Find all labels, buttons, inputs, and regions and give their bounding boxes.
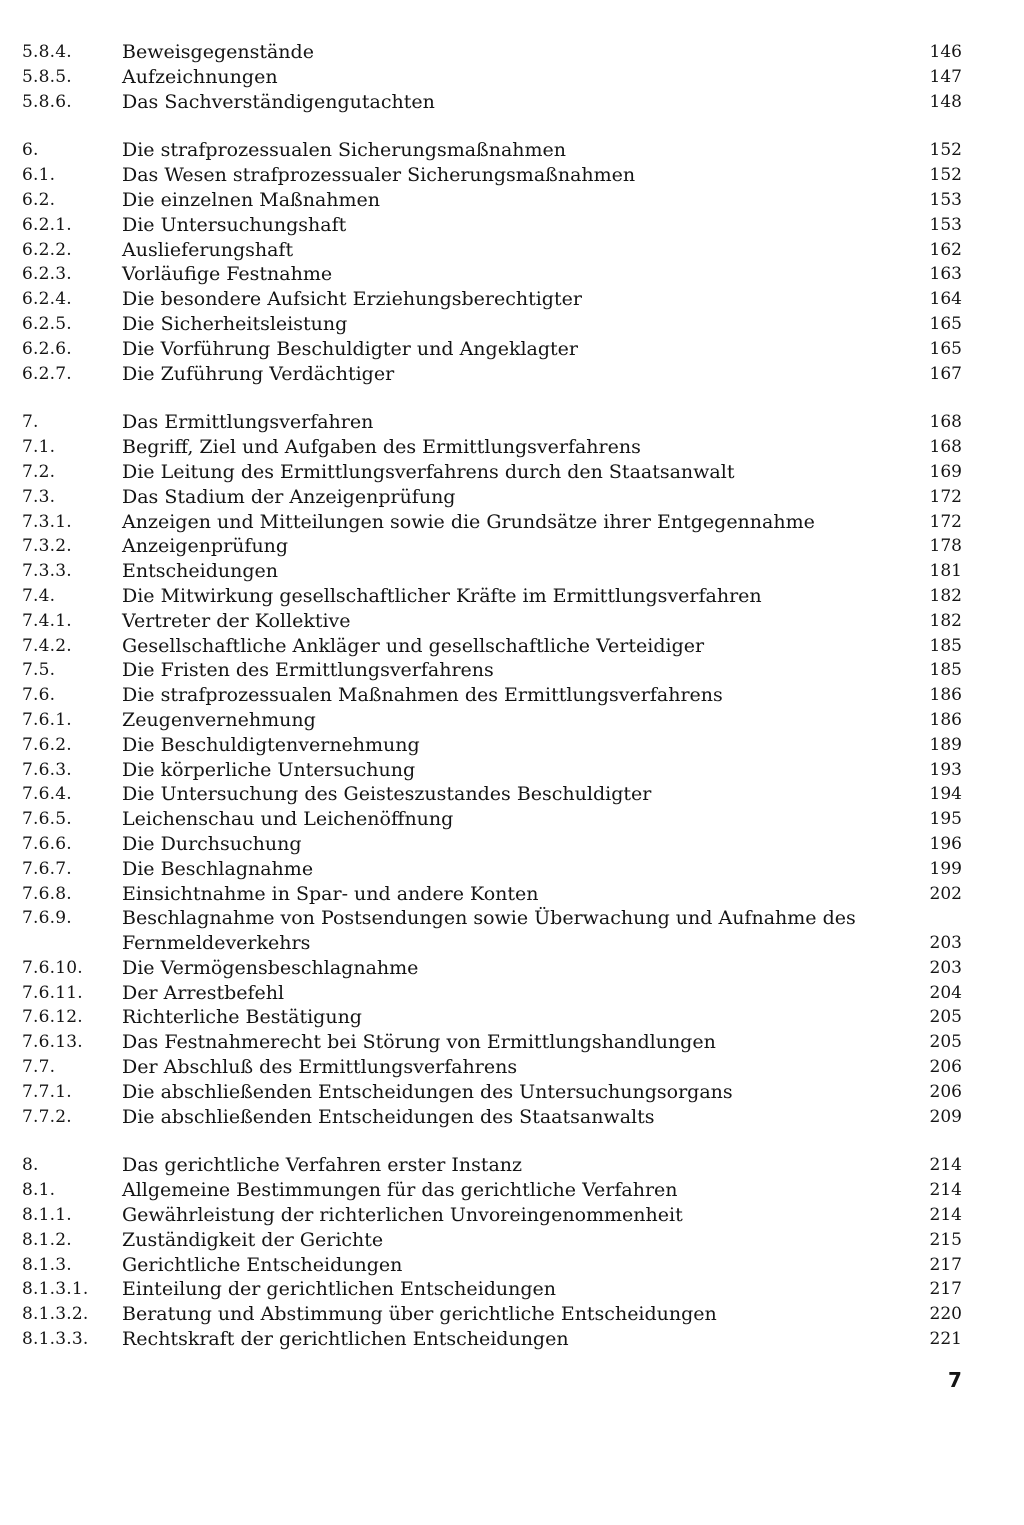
- toc-entry-title: [122, 1080, 904, 1105]
- toc-entry-number: 5.8.6.: [22, 91, 72, 112]
- toc-entry: [22, 956, 962, 981]
- toc-entry-page: 185: [929, 660, 962, 681]
- toc-section-5: [22, 40, 962, 114]
- toc-entry: [22, 807, 962, 832]
- toc-entry-title: [122, 832, 904, 857]
- toc-entry: [22, 534, 962, 559]
- toc-entry-page: 167: [929, 363, 962, 384]
- toc-entry-page: 172: [929, 511, 962, 532]
- toc-entry-page: 147: [929, 66, 962, 87]
- toc-entry-number: 8.1.3.: [22, 1254, 72, 1275]
- toc-entry: [22, 188, 962, 213]
- toc-entry-page: 214: [929, 1180, 962, 1201]
- toc-entry: [22, 559, 962, 584]
- toc-entry-number: 7.6.6.: [22, 833, 72, 854]
- toc-entry-title: [122, 188, 904, 213]
- toc-section-6: [22, 138, 962, 386]
- toc-entry-page: 186: [929, 685, 962, 706]
- toc-entry-title: [122, 1005, 904, 1030]
- toc-entry-page: 214: [929, 1155, 962, 1176]
- toc-entry-number: 7.6.10.: [22, 957, 83, 978]
- toc-entry-title: [122, 882, 904, 907]
- toc-entry: [22, 1153, 962, 1178]
- toc-entry-page: 193: [929, 759, 962, 780]
- toc-entry-page: 196: [929, 833, 962, 854]
- toc-entry: [22, 906, 962, 956]
- toc-entry-title-line: Aufzeichnungen: [122, 65, 278, 88]
- toc-entry-title-line: Die Vermögensbeschlagnahme: [122, 956, 419, 979]
- toc-entry-page: 152: [929, 165, 962, 186]
- toc-entry-title: [122, 460, 904, 485]
- toc-entry-title: [122, 956, 904, 981]
- toc-entry: [22, 832, 962, 857]
- toc-entry-number: 8.1.2.: [22, 1229, 72, 1250]
- toc-entry-title-line: Die abschließenden Entscheidungen des Staatsanwalts: [122, 1105, 655, 1128]
- toc-entry-title: [122, 906, 904, 956]
- toc-entry-number: 7.6.1.: [22, 709, 72, 730]
- toc-entry-title: [122, 1327, 904, 1352]
- toc-entry: [22, 1203, 962, 1228]
- toc-entry-title: [122, 1030, 904, 1055]
- toc-entry-title: [122, 1253, 904, 1278]
- table-of-contents: [22, 40, 962, 1376]
- toc-entry-number: 7.3.: [22, 486, 56, 507]
- toc-entry-title-line: Allgemeine Bestimmungen für das gerichtliche Verfahren: [122, 1179, 678, 1202]
- toc-entry-title: [122, 410, 904, 435]
- toc-entry-page: 205: [929, 1032, 962, 1053]
- toc-section-7: [22, 410, 962, 1129]
- toc-entry-title-line: Begriff, Ziel und Aufgaben des Ermittlungsverfahrens: [122, 436, 641, 459]
- toc-entry-page: 152: [929, 140, 962, 161]
- toc-entry-number: 7.6.3.: [22, 759, 72, 780]
- toc-entry-page: 168: [929, 412, 962, 433]
- toc-entry-title-line: Gesellschaftliche Ankläger und gesellschaftliche Verteidiger: [122, 634, 705, 657]
- toc-entry: [22, 90, 962, 115]
- toc-entry: [22, 1228, 962, 1253]
- toc-entry-title-line: Die besondere Aufsicht Erziehungsberechtigter: [122, 288, 582, 311]
- toc-entry-page: 203: [929, 933, 962, 954]
- toc-entry-page: 217: [929, 1254, 962, 1275]
- toc-entry-title: [122, 138, 904, 163]
- toc-entry-title: [122, 733, 904, 758]
- toc-entry-title-line: Zeugenvernehmung: [122, 708, 316, 731]
- toc-entry: [22, 362, 962, 387]
- toc-entry-number: 5.8.4.: [22, 42, 72, 62]
- toc-entry-page: 220: [929, 1304, 962, 1325]
- toc-entry-number: 7.6.2.: [22, 734, 72, 755]
- toc-entry-title: [122, 609, 904, 634]
- toc-entry-page: 195: [929, 809, 962, 830]
- toc-entry: [22, 1030, 962, 1055]
- toc-entry-title: [122, 782, 904, 807]
- toc-entry-number: 6.: [22, 140, 39, 161]
- toc-entry-title: [122, 435, 904, 460]
- toc-entry-title-line: Das Stadium der Anzeigenprüfung: [122, 485, 456, 508]
- toc-entry: [22, 312, 962, 337]
- toc-entry-title-line: Beschlagnahme von Postsendungen sowie Überwachung und Aufnahme des: [122, 907, 856, 930]
- toc-entry: [22, 658, 962, 683]
- toc-entry: [22, 1005, 962, 1030]
- toc-entry: [22, 1253, 962, 1278]
- toc-entry-title-line: Die Durchsuchung: [122, 832, 302, 855]
- toc-entry: [22, 40, 962, 65]
- toc-entry-page: 153: [929, 189, 962, 210]
- toc-entry-number: 7.6.13.: [22, 1032, 83, 1053]
- toc-entry-title: [122, 534, 904, 559]
- toc-entry: [22, 708, 962, 733]
- toc-entry-number: 8.1.1.: [22, 1205, 72, 1226]
- toc-entry-number: 7.1.: [22, 437, 56, 458]
- toc-entry-page: 163: [929, 264, 962, 285]
- toc-entry-page: 205: [929, 1007, 962, 1028]
- toc-entry-number: 5.8.5.: [22, 66, 72, 87]
- toc-entry: [22, 485, 962, 510]
- toc-entry-page: 209: [929, 1106, 962, 1127]
- toc-entry-number: 6.2.7.: [22, 363, 72, 384]
- toc-entry-title: [122, 337, 904, 362]
- toc-entry-title: [122, 287, 904, 312]
- toc-entry-title: [122, 65, 904, 90]
- toc-entry-title-line: Richterliche Bestätigung: [122, 1006, 362, 1029]
- toc-entry-title: [122, 658, 904, 683]
- toc-entry-title-line: Die körperliche Untersuchung: [122, 758, 416, 781]
- toc-entry-page: 206: [929, 1057, 962, 1078]
- toc-entry-title-line: Die Beschuldigtenvernehmung: [122, 733, 420, 756]
- toc-entry: [22, 683, 962, 708]
- toc-entry-title: [122, 559, 904, 584]
- toc-entry-title-line: Die Beschlagnahme: [122, 857, 314, 880]
- toc-entry-title-line: Das gerichtliche Verfahren erster Instanz: [122, 1154, 523, 1177]
- toc-entry-number: 7.6.7.: [22, 858, 72, 879]
- toc-entry-number: 6.1.: [22, 165, 56, 186]
- toc-entry-title-line: Der Arrestbefehl: [122, 981, 285, 1004]
- toc-entry-title: [122, 857, 904, 882]
- toc-entry-number: 7.6.9.: [22, 908, 72, 929]
- toc-entry-title-line: Das Sachverständigengutachten: [122, 90, 435, 113]
- toc-entry-number: 7.3.1.: [22, 511, 72, 532]
- toc-entry-number: 6.2.1.: [22, 214, 72, 235]
- toc-entry-title: [122, 362, 904, 387]
- toc-entry-page: 162: [929, 239, 962, 260]
- toc-entry-page: 215: [929, 1229, 962, 1250]
- toc-entry: [22, 238, 962, 263]
- toc-entry-title: [122, 1277, 904, 1302]
- toc-entry-title: [122, 163, 904, 188]
- toc-entry-title-continuation: Fernmeldeverkehrs: [122, 932, 311, 955]
- toc-entry-page: 169: [929, 461, 962, 482]
- toc-entry-number: 8.1.3.2.: [22, 1304, 89, 1325]
- toc-entry-number: 7.: [22, 412, 39, 433]
- toc-entry-title: [122, 807, 904, 832]
- toc-entry: [22, 1105, 962, 1130]
- toc-entry-number: 6.2.: [22, 189, 56, 210]
- toc-entry: [22, 410, 962, 435]
- toc-entry: [22, 584, 962, 609]
- toc-entry-title: [122, 485, 904, 510]
- toc-entry-number: 8.1.3.3.: [22, 1329, 89, 1350]
- toc-entry-page: 221: [929, 1329, 962, 1350]
- toc-entry-title-line: Das Festnahmerecht bei Störung von Ermittlungshandlungen: [122, 1031, 716, 1054]
- toc-entry: [22, 609, 962, 634]
- toc-entry-number: 7.6.11.: [22, 982, 83, 1003]
- toc-entry-title: [122, 1302, 904, 1327]
- toc-entry-title-line: Beweisgegenstände: [122, 41, 314, 63]
- toc-entry-number: 6.2.2.: [22, 239, 72, 260]
- toc-entry-title: [122, 708, 904, 733]
- toc-entry-title-line: Die Untersuchungshaft: [122, 213, 347, 236]
- toc-entry-page: 202: [929, 883, 962, 904]
- toc-entry-number: 7.6.12.: [22, 1007, 83, 1028]
- toc-entry-page: 172: [929, 486, 962, 507]
- toc-entry-page: 182: [929, 610, 962, 631]
- toc-entry-number: 7.6.8.: [22, 883, 72, 904]
- toc-entry-title: [122, 1153, 904, 1178]
- toc-entry: [22, 1178, 962, 1203]
- toc-entry: [22, 163, 962, 188]
- toc-entry-title-line: Die Zuführung Verdächtiger: [122, 362, 395, 385]
- toc-entry-title-line: Zuständigkeit der Gerichte: [122, 1228, 384, 1251]
- toc-entry-number: 7.6.5.: [22, 809, 72, 830]
- toc-entry-title: [122, 90, 904, 115]
- toc-entry-title-line: Die Vorführung Beschuldigter und Angeklagter: [122, 337, 578, 360]
- toc-entry: [22, 733, 962, 758]
- toc-entry-title: [122, 1178, 904, 1203]
- toc-entry: [22, 981, 962, 1006]
- toc-entry-title-line: Der Abschluß des Ermittlungsverfahrens: [122, 1056, 518, 1079]
- toc-entry: [22, 1277, 962, 1302]
- toc-entry-title: [122, 213, 904, 238]
- toc-entry-title: [122, 312, 904, 337]
- toc-entry-title-line: Rechtskraft der gerichtlichen Entscheidungen: [122, 1328, 569, 1351]
- toc-entry-page: 182: [929, 585, 962, 606]
- toc-entry-number: 7.3.3.: [22, 561, 72, 582]
- toc-entry-title: [122, 634, 904, 659]
- toc-entry-title: [122, 40, 904, 65]
- toc-entry-title-line: Die Fristen des Ermittlungsverfahrens: [122, 659, 494, 682]
- toc-entry-title: [122, 584, 904, 609]
- toc-entry-page: 204: [929, 982, 962, 1003]
- toc-entry: [22, 1327, 962, 1352]
- toc-entry-title: [122, 981, 904, 1006]
- toc-entry-page: 214: [929, 1205, 962, 1226]
- toc-entry-title: [122, 262, 904, 287]
- toc-entry-number: 6.2.5.: [22, 313, 72, 334]
- toc-entry-title-line: Einteilung der gerichtlichen Entscheidungen: [122, 1278, 557, 1301]
- toc-entry-page: 165: [929, 338, 962, 359]
- toc-entry-number: 8.1.3.1.: [22, 1279, 89, 1300]
- toc-entry-title-line: Die abschließenden Entscheidungen des Untersuchungsorgans: [122, 1080, 733, 1103]
- toc-entry-title-line: Die einzelnen Maßnahmen: [122, 188, 381, 211]
- toc-entry: [22, 1080, 962, 1105]
- toc-entry-title-line: Beratung und Abstimmung über gerichtliche Entscheidungen: [122, 1303, 717, 1326]
- toc-entry: [22, 287, 962, 312]
- toc-entry-title: [122, 1203, 904, 1228]
- toc-entry-title-line: Gewährleistung der richterlichen Unvoreingenommenheit: [122, 1204, 683, 1227]
- toc-entry-page: 168: [929, 437, 962, 458]
- toc-entry-title-line: Gerichtliche Entscheidungen: [122, 1253, 403, 1276]
- toc-entry-title: [122, 1228, 904, 1253]
- toc-entry-number: 7.2.: [22, 461, 56, 482]
- toc-entry-number: 7.7.: [22, 1057, 56, 1078]
- toc-entry-title-line: Anzeigenprüfung: [122, 535, 289, 558]
- toc-entry-page: 153: [929, 214, 962, 235]
- toc-entry: [22, 262, 962, 287]
- toc-entry: [22, 782, 962, 807]
- toc-entry: [22, 510, 962, 535]
- toc-entry-title-line: Die strafprozessualen Sicherungsmaßnahmen: [122, 139, 567, 162]
- toc-entry: [22, 634, 962, 659]
- toc-entry-title: [122, 683, 904, 708]
- toc-entry-page: 186: [929, 709, 962, 730]
- toc-entry-title: [122, 758, 904, 783]
- toc-entry-number: 6.2.3.: [22, 264, 72, 285]
- toc-entry-title: [122, 1105, 904, 1130]
- toc-entry-title-line: Auslieferungshaft: [122, 238, 294, 261]
- toc-entry-number: 7.5.: [22, 660, 56, 681]
- toc-entry: [22, 65, 962, 90]
- toc-entry-title: [122, 510, 904, 535]
- toc-entry-number: 7.4.2.: [22, 635, 72, 656]
- toc-entry: [22, 1302, 962, 1327]
- toc-entry-page: 189: [929, 734, 962, 755]
- toc-entry: [22, 460, 962, 485]
- toc-entry-number: 7.7.1.: [22, 1081, 72, 1102]
- toc-entry: [22, 857, 962, 882]
- toc-entry-page: 199: [929, 858, 962, 879]
- toc-entry: [22, 435, 962, 460]
- toc-entry-number: 6.2.4.: [22, 289, 72, 310]
- toc-entry-page: 148: [929, 91, 962, 112]
- page-number: 7: [948, 1368, 962, 1392]
- toc-entry-number: 7.7.2.: [22, 1106, 72, 1127]
- toc-entry-title-line: Leichenschau und Leichenöffnung: [122, 808, 454, 831]
- toc-entry-number: 6.2.6.: [22, 338, 72, 359]
- toc-entry-page: 146: [929, 42, 962, 62]
- toc-entry-title: [122, 238, 904, 263]
- toc-entry: [22, 758, 962, 783]
- toc-entry-title-line: Vorläufige Festnahme: [122, 263, 333, 286]
- toc-entry-title-line: Die Mitwirkung gesellschaftlicher Kräfte im Ermittlungsverfahren: [122, 584, 762, 607]
- toc-entry-page: 185: [929, 635, 962, 656]
- toc-entry-title-line: Das Ermittlungsverfahren: [122, 411, 374, 434]
- toc-entry: [22, 882, 962, 907]
- toc-entry-number: 7.4.1.: [22, 610, 72, 631]
- toc-entry-page: 181: [929, 561, 962, 582]
- toc-section-8: [22, 1153, 962, 1351]
- toc-entry-number: 7.6.4.: [22, 784, 72, 805]
- toc-entry-number: 8.: [22, 1155, 39, 1176]
- toc-entry-title-line: Vertreter der Kollektive: [122, 609, 351, 632]
- toc-entry-page: 217: [929, 1279, 962, 1300]
- toc-entry-title-line: Die strafprozessualen Maßnahmen des Ermittlungsverfahrens: [122, 684, 723, 707]
- toc-entry-number: 8.1.: [22, 1180, 56, 1201]
- toc-entry-title-line: Entscheidungen: [122, 560, 278, 583]
- toc-entry-title-line: Anzeigen und Mitteilungen sowie die Grundsätze ihrer Entgegennahme: [122, 510, 815, 533]
- toc-entry-title-line: Die Leitung des Ermittlungsverfahrens durch den Staatsanwalt: [122, 460, 735, 483]
- toc-entry: [22, 213, 962, 238]
- toc-entry-title-line: Das Wesen strafprozessualer Sicherungsmaßnahmen: [122, 164, 636, 187]
- toc-entry-number: 7.4.: [22, 585, 56, 606]
- toc-entry: [22, 337, 962, 362]
- toc-entry-title-line: Die Sicherheitsleistung: [122, 312, 348, 335]
- toc-entry-page: 194: [929, 784, 962, 805]
- toc-entry-page: 178: [929, 536, 962, 557]
- toc-entry-page: 203: [929, 957, 962, 978]
- toc-entry-title: [122, 1055, 904, 1080]
- toc-entry: [22, 1055, 962, 1080]
- toc-entry-title-line: Einsichtnahme in Spar- und andere Konten: [122, 882, 539, 905]
- toc-entry-page: 165: [929, 313, 962, 334]
- toc-entry-number: 7.3.2.: [22, 536, 72, 557]
- toc-entry-page: 206: [929, 1081, 962, 1102]
- toc-entry-page: 164: [929, 289, 962, 310]
- toc-entry: [22, 138, 962, 163]
- toc-entry-title-line: Die Untersuchung des Geisteszustandes Beschuldigter: [122, 783, 652, 806]
- toc-entry-number: 7.6.: [22, 685, 56, 706]
